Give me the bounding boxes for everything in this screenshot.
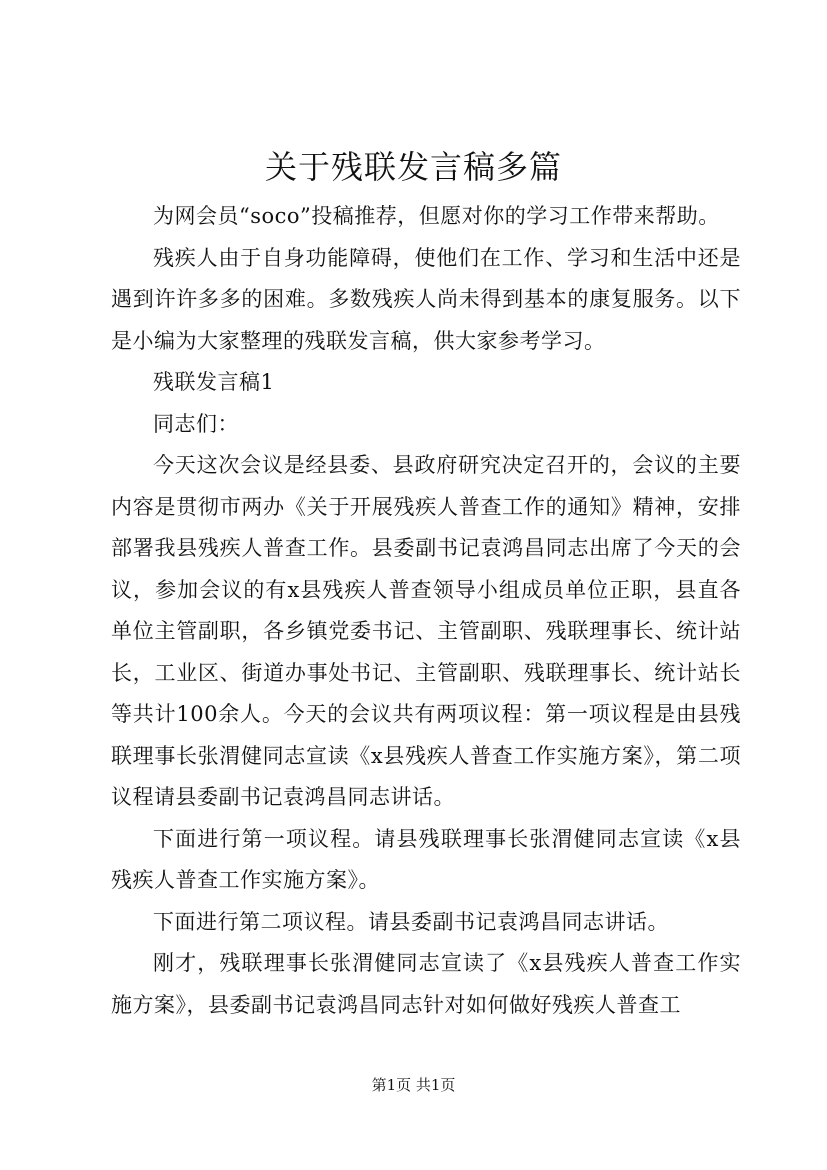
section-heading: 残联发言稿1	[153, 370, 275, 394]
paragraph-agenda-item-2: 下面进行第二项议程。请县委副书记袁鸿昌同志讲话。	[153, 909, 669, 934]
paragraph-salutation: 同志们：	[153, 411, 239, 436]
paragraph-meeting-overview: 今天这次会议是经县委、县政府研究决定召开的，会议的主要内容是贯彻市两办《关于开展残疾人普查工作的通知》精神，安排部署我县残疾人普查工作。县委副书记袁鸿昌同志出席了今天的会议，参加会议的有x县残疾人普查领导小组成员单位正职，县直各单位主管副职，各乡镇党委书记、主管副职、残联理事长、统计站长，工业区、街道办事处书记、主管副职、残联理事长、统计站长等共计100余人。今天的会议共有两项议程：第一项议程是由县残联理事长张渭健同志宣读《x县残疾人普查工作实施方案》，第二项议程请县委副书记袁鸿昌同志讲话。	[111, 453, 741, 809]
paragraph-background: 残疾人由于自身功能障碍，使他们在工作、学习和生活中还是遇到许许多多的困难。多数残疾人尚未得到基本的康复服务。以下是小编为大家整理的残联发言稿，供大家参考学习。	[111, 245, 741, 353]
paragraph-intro: 为网会员“soco”投稿推荐，但愿对你的学习工作带来帮助。	[153, 204, 720, 228]
document-title: 关于残联发言稿多篇	[264, 148, 562, 186]
paragraph-agenda-item-1: 下面进行第一项议程。请县残联理事长张渭健同志宣读《x县残疾人普查工作实施方案》。	[111, 826, 741, 892]
paragraph-summary: 刚才，残联理事长张渭健同志宣读了《x县残疾人普查工作实施方案》，县委副书记袁鸿昌同志针对如何做好残疾人普查工	[111, 951, 741, 1017]
document-body	[111, 196, 741, 1026]
page-footer: 第1页 共1页	[371, 1076, 456, 1094]
